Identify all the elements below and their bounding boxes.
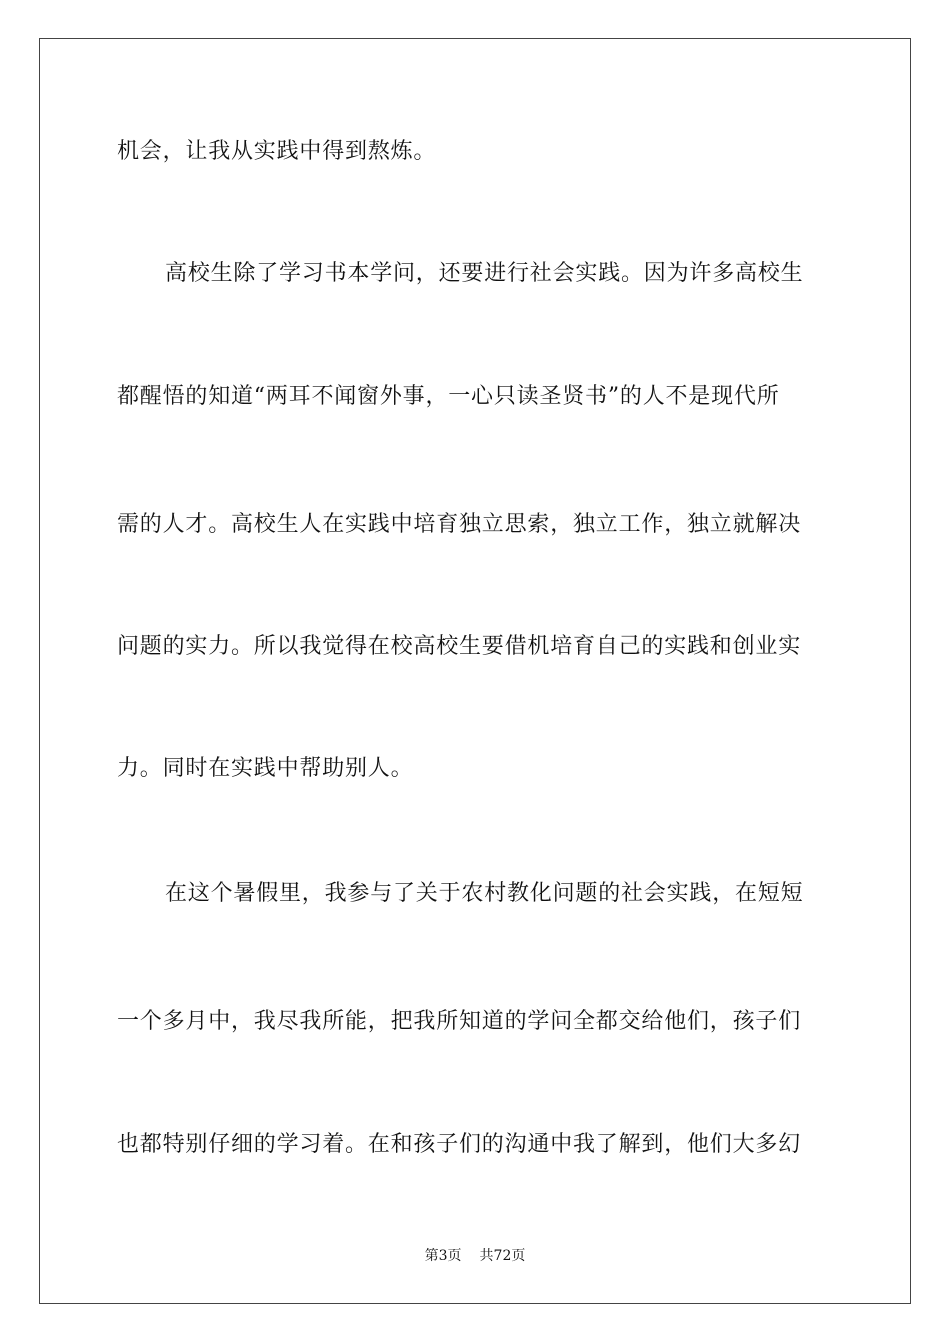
page-number: 第3页 [424, 1248, 462, 1264]
page-footer [0, 1246, 950, 1266]
paragraph-2-line-5: 力。同时在实践中帮助别人。 [117, 756, 414, 781]
paragraph-3-line-2: 一个多月中，我尽我所能，把我所知道的学问全都交给他们，孩子们 [117, 1009, 802, 1034]
page-border [39, 38, 911, 1304]
paragraph-3-line-3: 也都特别仔细的学习着。在和孩子们的沟通中我了解到，他们大多幻 [117, 1132, 802, 1157]
page-total: 共72页 [479, 1248, 526, 1264]
paragraph-2-line-4: 问题的实力。所以我觉得在校高校生要借机培育自己的实践和创业实 [117, 634, 802, 659]
paragraph-2-line-1: 高校生除了学习书本学问，还要进行社会实践。因为许多高校生 [165, 261, 804, 286]
paragraph-2-line-2: 都醒悟的知道“两耳不闻窗外事，一心只读圣贤书”的人不是现代所 [117, 384, 780, 409]
text-line-1: 机会，让我从实践中得到熬炼。 [117, 139, 437, 164]
paragraph-3-line-1: 在这个暑假里，我参与了关于农村教化问题的社会实践，在短短 [165, 881, 804, 906]
paragraph-2-line-3: 需的人才。高校生人在实践中培育独立思索，独立工作，独立就解决 [117, 512, 802, 537]
